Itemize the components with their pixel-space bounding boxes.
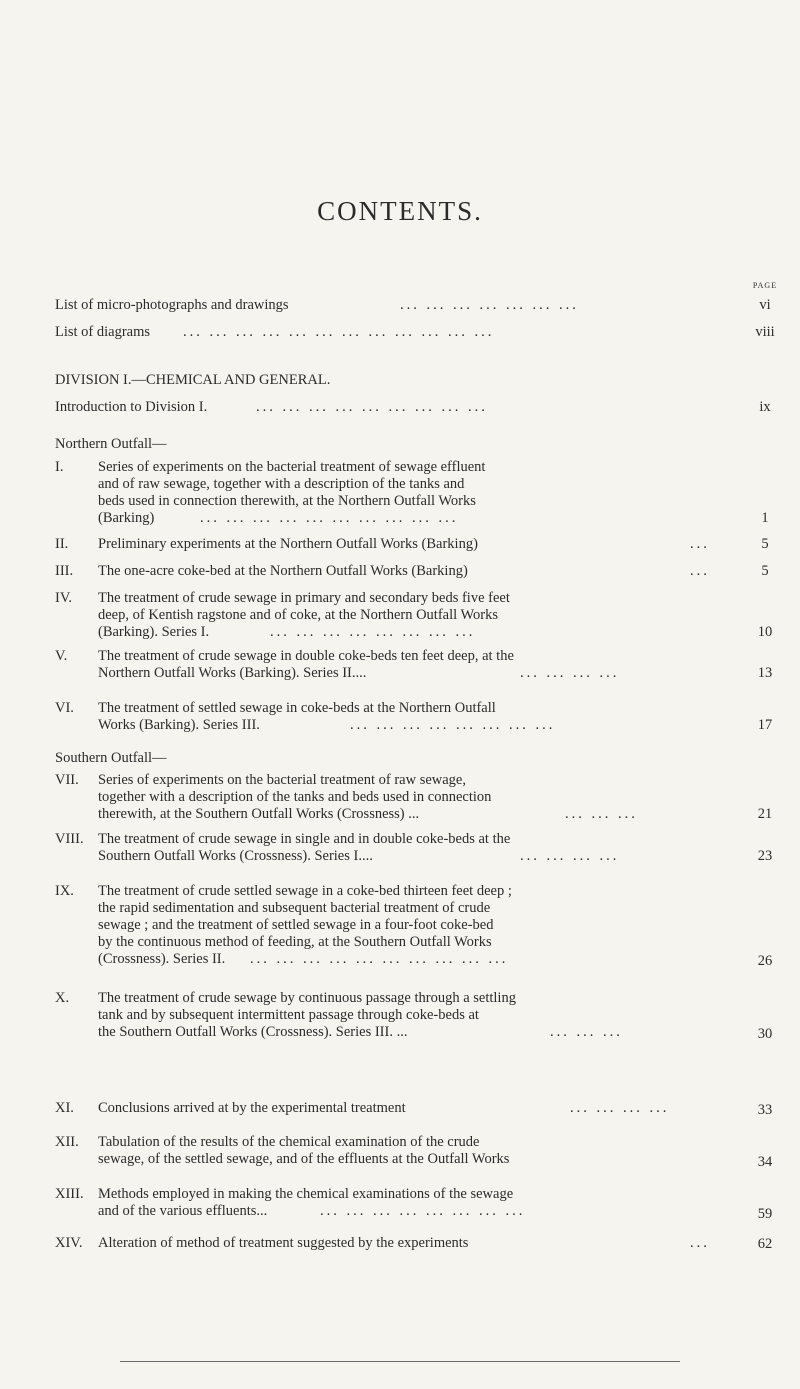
entry-number: I. <box>55 459 64 475</box>
entry-line: together with a description of the tanks and beds used in connection <box>98 789 492 805</box>
entry-line: The treatment of crude sewage in double coke-beds ten feet deep, at the <box>98 648 514 664</box>
entry-line: and of the various effluents... <box>98 1203 268 1219</box>
entry-line: The treatment of crude sewage by continuous passage through a settling <box>98 990 516 1006</box>
page-number: 33 <box>757 1102 773 1118</box>
leader-dots: ... ... ... ... ... ... ... ... ... ... <box>200 510 459 526</box>
footer-rule <box>120 1361 680 1362</box>
entry-line: (Barking) <box>98 510 155 526</box>
entry-line: and of raw sewage, together with a description of the tanks and <box>98 476 465 492</box>
entry-line: sewage ; and the treatment of settled sewage in a four-foot coke-bed <box>98 917 494 933</box>
entry-text: List of diagrams <box>55 324 151 340</box>
page-number: 62 <box>757 1236 773 1252</box>
entry-line: Southern Outfall Works (Crossness). Series I.... <box>98 848 373 864</box>
entry-line: The treatment of crude sewage in primary and secondary beds five feet <box>98 590 510 606</box>
entry-number: XI. <box>55 1100 74 1116</box>
entry-line: Tabulation of the results of the chemical examination of the crude <box>98 1134 480 1150</box>
entry-line: Northern Outfall Works (Barking). Series II.... <box>98 665 367 681</box>
page-title: CONTENTS. <box>317 196 483 226</box>
page-number: 17 <box>757 717 773 733</box>
page-number: 21 <box>757 806 773 822</box>
leader-dots: ... ... ... ... ... ... ... ... <box>350 717 556 733</box>
entry-number: IV. <box>55 590 73 606</box>
northern-outfall-heading: Northern Outfall— <box>55 436 167 452</box>
leader-dots: ... <box>690 1235 710 1251</box>
entry-line: The treatment of crude settled sewage in a coke-bed thirteen feet deep ; <box>98 883 512 899</box>
leader-dots: ... ... ... ... ... ... ... ... <box>320 1203 526 1219</box>
entry-line: Series of experiments on the bacterial treatment of raw sewage, <box>98 772 466 788</box>
entry-line: The one-acre coke-bed at the Northern Outfall Works (Barking) <box>98 563 468 579</box>
southern-outfall-heading: Southern Outfall— <box>55 750 167 766</box>
entry-line: beds used in connection therewith, at the Northern Outfall Works <box>98 493 476 509</box>
entry-line: Alteration of method of treatment suggested by the experiments <box>98 1235 469 1251</box>
page-number: 10 <box>757 624 773 640</box>
entry-number: VI. <box>55 700 74 716</box>
leader-dots: ... ... ... <box>565 806 638 822</box>
entry-line: the rapid sedimentation and subsequent bacterial treatment of crude <box>98 900 491 916</box>
entry-number: VIII. <box>55 831 84 847</box>
page-number: viii <box>755 324 775 340</box>
leader-dots: ... ... ... ... ... ... ... ... ... ... <box>250 951 509 967</box>
page-number: vi <box>759 297 771 313</box>
page-column-label: PAGE <box>752 281 778 290</box>
entry-line: by the continuous method of feeding, at the Southern Outfall Works <box>98 934 492 950</box>
entry-line: tank and by subsequent intermittent passage through coke-beds at <box>98 1007 479 1023</box>
page-number: 26 <box>757 953 773 969</box>
entry-line: deep, of Kentish ragstone and of coke, at the Northern Outfall Works <box>98 607 499 623</box>
entry-number: V. <box>55 648 68 664</box>
entry-number: IX. <box>55 883 74 899</box>
leader-dots: ... ... ... ... ... ... ... ... ... <box>256 399 488 415</box>
division-heading: DIVISION I.—CHEMICAL AND GENERAL. <box>55 372 331 388</box>
page-number: 13 <box>757 665 773 681</box>
leader-dots: ... <box>690 536 710 552</box>
entry-line: The treatment of crude sewage in single and in double coke-beds at the <box>98 831 511 847</box>
leader-dots: ... ... ... ... <box>520 665 620 681</box>
entry-number: XIV. <box>55 1235 83 1251</box>
entry-text: Introduction to Division I. <box>55 399 208 415</box>
page-number: ix <box>759 399 771 415</box>
page-number: 5 <box>761 563 769 579</box>
entry-line: Series of experiments on the bacterial treatment of sewage effluent <box>98 459 486 475</box>
entry-number: VII. <box>55 772 79 788</box>
page-number: 5 <box>761 536 769 552</box>
entry-number: X. <box>55 990 70 1006</box>
leader-dots: ... ... ... ... <box>570 1100 670 1116</box>
entry-line: therewith, at the Southern Outfall Works (Crossness) ... <box>98 806 420 822</box>
leader-dots: ... ... ... <box>550 1024 623 1040</box>
leader-dots: ... ... ... ... ... ... ... ... <box>270 624 476 640</box>
page-number: 30 <box>757 1026 773 1042</box>
entry-number: II. <box>55 536 69 552</box>
entry-line: sewage, of the settled sewage, and of the effluents at the Outfall Works <box>98 1151 510 1167</box>
leader-dots: ... <box>690 563 710 579</box>
leader-dots: ... ... ... ... <box>520 848 620 864</box>
entry-number: III. <box>55 563 74 579</box>
entry-number: XII. <box>55 1134 79 1150</box>
page-number: 59 <box>757 1206 773 1222</box>
entry-line: Methods employed in making the chemical examinations of the sewage <box>98 1186 514 1202</box>
page-number: 23 <box>757 848 773 864</box>
entry-line: Works (Barking). Series III. <box>98 717 260 733</box>
entry-line: Conclusions arrived at by the experimental treatment <box>98 1100 406 1116</box>
leader-dots: ... ... ... ... ... ... ... <box>400 297 579 313</box>
entry-line: Preliminary experiments at the Northern Outfall Works (Barking) <box>98 536 478 552</box>
entry-line: (Barking). Series I. <box>98 624 210 640</box>
entry-line: The treatment of settled sewage in coke-beds at the Northern Outfall <box>98 700 496 716</box>
page-number: 34 <box>757 1154 773 1170</box>
entry-line: the Southern Outfall Works (Crossness). Series III. ... <box>98 1024 408 1040</box>
page-number: 1 <box>761 510 769 526</box>
entry-text: List of micro-photographs and drawings <box>55 297 289 313</box>
entry-number: XIII. <box>55 1186 84 1202</box>
entry-line: (Crossness). Series II. <box>98 951 226 967</box>
leader-dots: ... ... ... ... ... ... ... ... ... ... ... ... <box>183 324 495 340</box>
